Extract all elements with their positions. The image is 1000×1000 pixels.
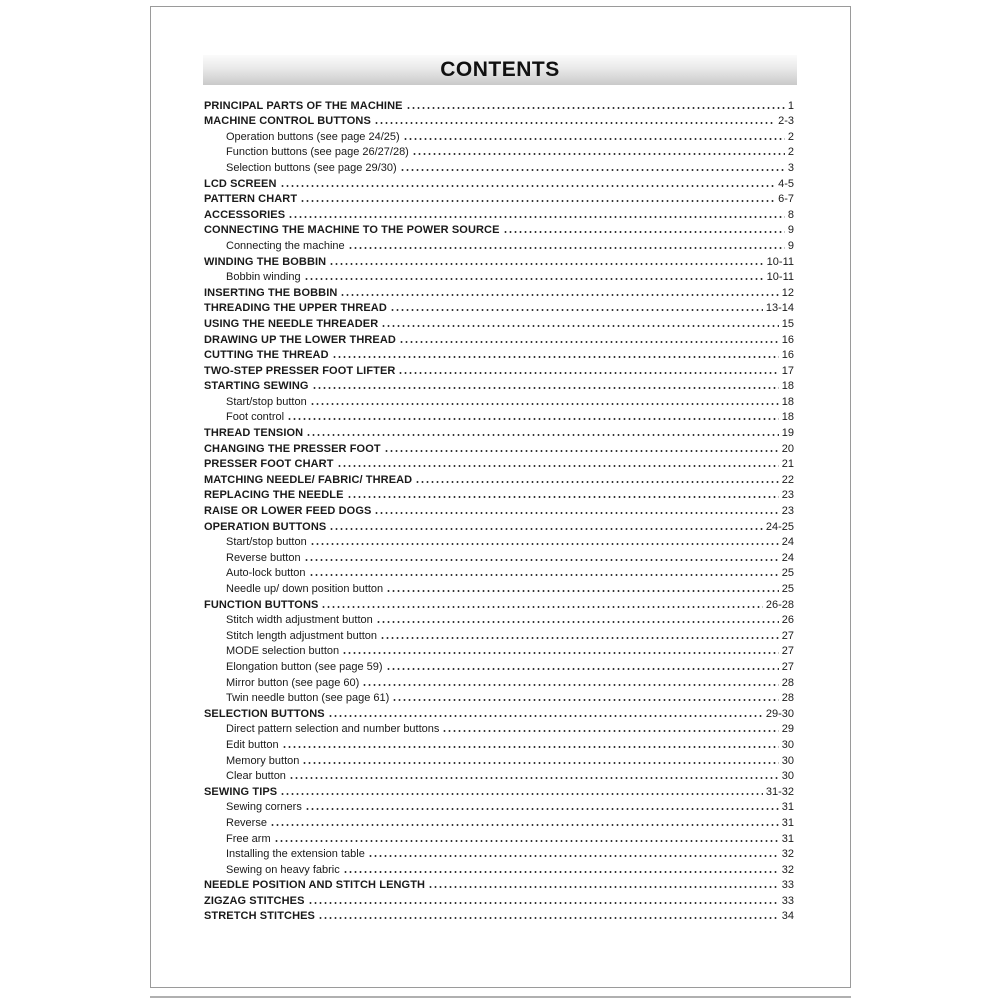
toc-subsection-entry <box>204 236 794 252</box>
toc-entry-page-number: 33 <box>781 879 794 892</box>
toc-entry-page-number: 10-11 <box>766 271 794 284</box>
dot-leader <box>392 690 778 702</box>
dot-leader <box>280 784 763 796</box>
toc-entry-page-number: 16 <box>781 349 794 362</box>
dot-leader <box>306 425 779 437</box>
dot-leader <box>380 628 779 640</box>
toc-entry-page-number: 13-14 <box>765 302 794 315</box>
toc-entry-page-number: 24 <box>781 551 794 564</box>
toc-entry-label: Reverse <box>226 816 267 829</box>
dot-leader <box>428 877 779 889</box>
toc-section-entry <box>204 517 794 533</box>
toc-subsection-entry <box>204 767 794 783</box>
dot-leader <box>282 737 779 749</box>
toc-entry-page-number: 9 <box>787 224 794 237</box>
toc-subsection-entry <box>204 813 794 829</box>
toc-entry-page-number: 31-32 <box>765 785 794 798</box>
toc-entry-page-number: 23 <box>781 489 794 502</box>
dot-leader <box>270 815 779 827</box>
dot-leader <box>399 332 779 344</box>
dot-leader <box>274 831 779 843</box>
toc-entry-label: THREADING THE UPPER THREAD <box>204 302 387 315</box>
toc-entry-label: Twin needle button (see page 61) <box>226 692 390 705</box>
toc-subsection-entry <box>204 564 794 580</box>
toc-subsection-entry <box>204 720 794 736</box>
toc-subsection-entry <box>204 408 794 424</box>
dot-leader <box>386 659 779 671</box>
dot-leader <box>374 503 778 515</box>
toc-entry-label: Operation buttons (see page 24/25) <box>226 130 400 143</box>
toc-section-entry <box>204 346 794 362</box>
toc-section-entry <box>204 455 794 471</box>
toc-entry-label: ZIGZAG STITCHES <box>204 894 305 907</box>
toc-entry-page-number: 2-3 <box>778 115 794 128</box>
toc-entry-label: Auto-lock button <box>226 567 306 580</box>
toc-section-entry <box>204 190 794 206</box>
toc-entry-label: NEEDLE POSITION AND STITCH LENGTH <box>204 879 426 892</box>
toc-entry-label: MODE selection button <box>226 645 340 658</box>
dot-leader <box>342 643 779 655</box>
toc-entry-page-number: 28 <box>781 676 794 689</box>
toc-entry-label: INSERTING THE BOBBIN <box>204 286 338 299</box>
toc-entry-label: SEWING TIPS <box>204 785 278 798</box>
bottom-divider <box>150 996 851 998</box>
dot-leader <box>310 534 779 546</box>
toc-subsection-entry <box>204 158 794 174</box>
toc-entry-label: USING THE NEEDLE THREADER <box>204 317 379 330</box>
toc-entry-page-number: 26-28 <box>765 598 794 611</box>
toc-subsection-entry <box>204 657 794 673</box>
toc-subsection-entry <box>204 735 794 751</box>
toc-entry-page-number: 25 <box>781 583 794 595</box>
toc-subsection-entry <box>204 673 794 689</box>
toc-section-entry <box>204 470 794 486</box>
toc-subsection-entry <box>204 689 794 705</box>
toc-entry-label: MATCHING NEEDLE/ FABRIC/ THREAD <box>204 473 413 486</box>
toc-entry-page-number: 30 <box>781 738 794 751</box>
toc-entry-page-number: 30 <box>781 770 794 783</box>
toc-entry-label: Memory button <box>226 754 300 767</box>
toc-entry-page-number: 24 <box>781 536 794 549</box>
toc-section-entry <box>204 330 794 346</box>
toc-entry-label: CUTTING THE THREAD <box>204 349 329 362</box>
toc-subsection-entry <box>204 642 794 658</box>
toc-entry-label: Function buttons (see page 26/27/28) <box>226 146 409 159</box>
toc-subsection-entry <box>204 127 794 143</box>
dot-leader <box>329 254 763 266</box>
toc-entry-label: WINDING THE BOBBIN <box>204 255 327 268</box>
dot-leader <box>321 597 762 609</box>
toc-entry-page-number: 2 <box>787 130 794 143</box>
dot-leader <box>302 753 778 765</box>
title-banner <box>203 55 797 85</box>
toc-entry-label: Elongation button (see page 59) <box>226 660 383 673</box>
toc-entry-page-number: 25 <box>781 567 794 580</box>
dot-leader <box>304 550 779 562</box>
toc-entry-page-number: 31 <box>781 816 794 829</box>
toc-section-entry <box>204 252 794 268</box>
toc-entry-label: Stitch length adjustment button <box>226 629 378 642</box>
toc-section-entry <box>204 439 794 455</box>
toc-entry-page-number: 29-30 <box>765 707 794 720</box>
dot-leader <box>329 519 763 531</box>
toc-entry-label: Selection buttons (see page 29/30) <box>226 161 397 174</box>
dot-leader <box>381 316 779 328</box>
toc-subsection-entry <box>204 626 794 642</box>
dot-leader <box>415 472 779 484</box>
toc-entry-label: TWO-STEP PRESSER FOOT LIFTER <box>204 364 396 377</box>
toc-subsection-entry <box>204 579 794 595</box>
toc-entry-label: Bobbin winding <box>226 271 301 284</box>
dot-leader <box>332 347 779 359</box>
toc-subsection-entry <box>204 798 794 814</box>
toc-section-entry <box>204 299 794 315</box>
toc-entry-label: Needle up/ down position button <box>226 583 384 595</box>
dot-leader <box>337 456 779 468</box>
dot-leader <box>403 129 785 141</box>
toc-entry-page-number: 27 <box>781 629 794 642</box>
dot-leader <box>406 98 785 110</box>
dot-leader <box>288 207 785 219</box>
dot-leader <box>287 409 779 421</box>
dot-leader <box>304 269 764 281</box>
toc-entry-page-number: 12 <box>781 286 794 299</box>
toc-section-entry <box>204 501 794 517</box>
toc-entry-label: PATTERN CHART <box>204 193 298 206</box>
dot-leader <box>309 565 779 577</box>
toc-entry-page-number: 9 <box>787 239 794 252</box>
toc-entry-page-number: 8 <box>787 208 794 221</box>
dot-leader <box>310 394 779 406</box>
toc-entry-label: ACCESSORIES <box>204 208 286 221</box>
dot-leader <box>442 721 778 733</box>
toc-section-entry <box>204 96 794 112</box>
toc-subsection-entry <box>204 751 794 767</box>
toc-subsection-entry <box>204 392 794 408</box>
toc-entry-label: Start/stop button <box>226 536 307 549</box>
toc-subsection-entry <box>204 829 794 845</box>
toc-section-entry <box>204 174 794 190</box>
dot-leader <box>318 908 779 920</box>
toc-entry-page-number: 28 <box>781 692 794 705</box>
toc-section-entry <box>204 361 794 377</box>
toc-entry-page-number: 17 <box>781 364 794 377</box>
dot-leader <box>400 160 785 172</box>
dot-leader <box>280 176 776 188</box>
toc-section-entry <box>204 221 794 237</box>
toc-entry-label: PRINCIPAL PARTS OF THE MACHINE <box>204 99 403 112</box>
toc-entry-page-number: 18 <box>781 380 794 393</box>
dot-leader <box>348 238 785 250</box>
toc-entry-label: FUNCTION BUTTONS <box>204 598 319 611</box>
dot-leader <box>374 113 775 125</box>
toc-entry-page-number: 10-11 <box>766 255 794 268</box>
toc-entry-page-number: 4-5 <box>778 177 794 190</box>
toc-entry-label: Sewing on heavy fabric <box>226 863 340 876</box>
toc-entry-label: DRAWING UP THE LOWER THREAD <box>204 333 396 346</box>
toc-subsection-entry <box>204 548 794 564</box>
toc-entry-page-number: 27 <box>781 660 794 673</box>
dot-leader <box>398 363 778 375</box>
toc-entry-page-number: 21 <box>781 458 794 471</box>
toc-entry-label: Mirror button (see page 60) <box>226 676 360 689</box>
toc-entry-page-number: 27 <box>781 645 794 658</box>
toc-section-entry <box>204 595 794 611</box>
toc-entry-page-number: 29 <box>781 723 794 736</box>
toc-entry-label: Foot control <box>226 411 285 424</box>
toc-entry-page-number: 32 <box>781 848 794 861</box>
toc-entry-page-number: 19 <box>781 427 794 440</box>
toc-entry-label: OPERATION BUTTONS <box>204 520 327 533</box>
toc-entry-page-number: 33 <box>781 894 794 907</box>
toc-entry-label: Start/stop button <box>226 395 307 408</box>
toc-section-entry <box>204 314 794 330</box>
dot-leader <box>328 706 763 718</box>
toc-entry-page-number: 31 <box>781 801 794 814</box>
dot-leader <box>312 378 779 390</box>
toc-entry-page-number: 26 <box>781 614 794 627</box>
toc-entry-page-number: 1 <box>787 99 794 112</box>
toc-entry-label: PRESSER FOOT CHART <box>204 458 334 471</box>
toc-entry-label: Edit button <box>226 738 279 751</box>
toc-entry-page-number: 20 <box>781 442 794 455</box>
toc-subsection-entry <box>204 845 794 861</box>
toc-entry-label: Installing the extension table <box>226 848 365 861</box>
toc-section-entry <box>204 377 794 393</box>
toc-entry-page-number: 23 <box>781 505 794 518</box>
toc-section-entry <box>204 876 794 892</box>
toc-entry-page-number: 2 <box>787 146 794 159</box>
toc-section-entry <box>204 283 794 299</box>
toc-entry-label: Free arm <box>226 832 271 845</box>
toc-subsection-entry <box>204 860 794 876</box>
toc-entry-label: Connecting the machine <box>226 239 345 252</box>
dot-leader <box>386 581 779 593</box>
toc-section-entry <box>204 891 794 907</box>
toc-entry-page-number: 6-7 <box>778 193 794 206</box>
toc-section-entry <box>204 782 794 798</box>
toc-entry-label: STARTING SEWING <box>204 380 309 393</box>
toc-subsection-entry <box>204 611 794 627</box>
toc-entry-label: Sewing corners <box>226 801 302 814</box>
toc-entry-page-number: 16 <box>781 333 794 346</box>
toc-section-entry <box>204 907 794 923</box>
dot-leader <box>376 612 779 624</box>
toc-entry-page-number: 32 <box>781 863 794 876</box>
toc-entry-page-number: 3 <box>787 161 794 174</box>
toc-section-entry <box>204 112 794 128</box>
dot-leader <box>368 846 779 858</box>
toc-entry-page-number: 24-25 <box>765 520 794 533</box>
dot-leader <box>300 191 775 203</box>
toc-section-entry <box>204 486 794 502</box>
toc-entry-label: REPLACING THE NEEDLE <box>204 489 344 502</box>
toc-entry-label: STRETCH STITCHES <box>204 910 315 923</box>
dot-leader <box>347 487 779 499</box>
toc-section-entry <box>204 205 794 221</box>
dot-leader <box>384 441 779 453</box>
table-of-contents <box>204 96 794 922</box>
toc-section-entry <box>204 423 794 439</box>
dot-leader <box>390 300 763 312</box>
toc-entry-page-number: 34 <box>781 910 794 923</box>
toc-entry-label: SELECTION BUTTONS <box>204 707 325 720</box>
toc-entry-label: LCD SCREEN <box>204 177 277 190</box>
toc-entry-label: CHANGING THE PRESSER FOOT <box>204 442 381 455</box>
toc-entry-label: MACHINE CONTROL BUTTONS <box>204 115 371 128</box>
toc-entry-label: Direct pattern selection and number buttons <box>226 723 440 736</box>
toc-subsection-entry <box>204 143 794 159</box>
toc-entry-page-number: 18 <box>781 411 794 424</box>
toc-entry-label: Reverse button <box>226 551 301 564</box>
toc-entry-page-number: 22 <box>781 473 794 486</box>
toc-entry-page-number: 31 <box>781 832 794 845</box>
dot-leader <box>305 799 779 811</box>
toc-section-entry <box>204 704 794 720</box>
toc-subsection-entry <box>204 533 794 549</box>
toc-subsection-entry <box>204 268 794 284</box>
toc-entry-label: THREAD TENSION <box>204 427 304 440</box>
dot-leader <box>412 144 785 156</box>
toc-entry-label: RAISE OR LOWER FEED DOGS <box>204 505 372 518</box>
toc-entry-label: Clear button <box>226 770 286 783</box>
toc-entry-page-number: 30 <box>781 754 794 767</box>
dot-leader <box>308 893 779 905</box>
page-title: CONTENTS <box>440 58 560 81</box>
toc-entry-page-number: 18 <box>781 395 794 408</box>
toc-entry-label: CONNECTING THE MACHINE TO THE POWER SOURCE <box>204 224 500 237</box>
toc-entry-label: Stitch width adjustment button <box>226 614 373 627</box>
dot-leader <box>340 285 778 297</box>
dot-leader <box>343 862 779 874</box>
toc-entry-page-number: 15 <box>781 317 794 330</box>
dot-leader <box>362 675 778 687</box>
dot-leader <box>503 222 785 234</box>
dot-leader <box>289 768 779 780</box>
